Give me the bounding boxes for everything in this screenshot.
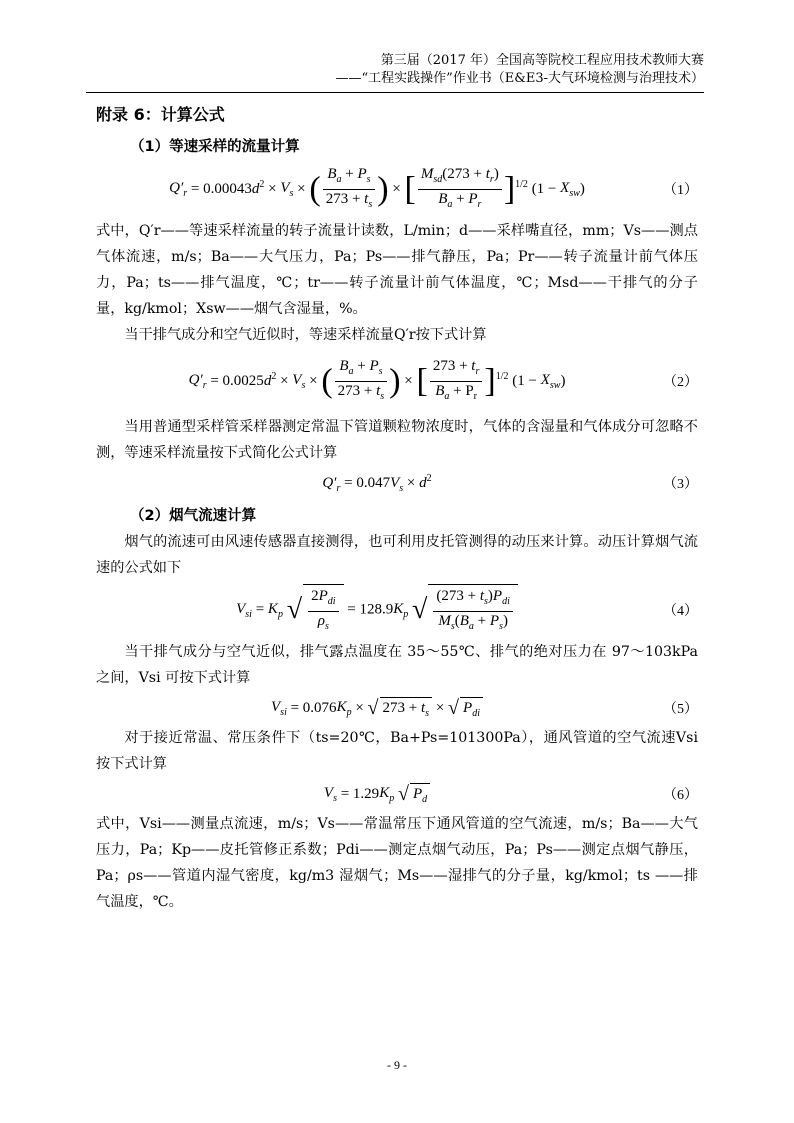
equation-6 [96,777,698,811]
equation-1-body: $Q'_r = 0.00043d^2 \times V_s$ × ( $\frac{B_a + P_s}{273 + t_s}$ ) × [ $\frac{M_{sd}(273 + t_r)}{B_a + P_r}$ ]$^{1/2}$ $(1 - X_{sw})$ [169,165,585,210]
page-header [86,52,704,88]
section-2-title: （2）烟气流速计算 [130,508,257,524]
equation-4 [96,581,698,639]
header-line-2: ——“工程实践操作”作业书（E&E3-大气环境检测与治理技术） [335,71,704,86]
section-2-paragraph-3: 对于接近常温、常压条件下（ts=20℃，Ba+Ps=101300Pa），通风管道的空气流速Vsi 按下式计算 [96,730,698,772]
equation-1-number: （1） [663,183,698,198]
equation-2-number: （2） [663,375,698,390]
section-1-paragraph-2: 当干排气成分和空气近似时，等速采样流量Q′r按下式计算 [124,327,487,343]
equation-1 [96,160,698,218]
equation-1-description: 式中，Q′r——等速采样流量的转子流量计读数，L/min；d——采样嘴直径，mm；Vs——测点气体流速，m/s；Ba——大气压力，Pa；Ps——排气静压，Pa；Pr——转子流量计前气体压力，Pa；ts——排气温度，℃；tr——转子流量计前气体温度，℃；Msd——干排气的分子量，kg/kmol；Xsw——烟气含湿量，%。 [96,223,698,317]
header-line-1: 第三届（2017 年）全国高等院校工程应用技术教师大赛 [380,53,704,68]
equation-4-6-description: 式中，Vsi——测量点流速，m/s；Vs——常温常压下通风管道的空气流速，m/s；Ba——大气压力，Pa；Kp——皮托管修正系数；Pdi——测定点烟气动压，Pa；Ps——测定点烟气静压，Pa；ρs——管道内湿气密度，kg/m3 湿烟气；Ms——湿排气的分子量，kg/kmol；ts ——排气温度，℃。 [96,816,698,910]
equation-6-body: $V_s = 1.29K_p$ √ $P_d$ [96,783,658,806]
equation-2 [96,348,698,414]
section-1-title: （1）等速采样的流量计算 [130,139,300,155]
equation-5-number: （5） [663,702,698,717]
header-rule [86,92,704,93]
equation-2-body: $Q'_r = 0.0025d^2 \times V_s$ × ( $\frac{B_a + P_s}{273 + t_s}$ ) × [ $\frac{273 + t_r}{B_a + P_r}$ ]$^{1/2}$ $(1 - X_{sw})$ [188,357,566,402]
section-2-paragraph-2: 当干排气成分与空气近似，排气露点温度在 35～55℃、排气的绝对压力在 97～103kPa 之间，Vsi 可按下式计算 [96,644,698,686]
equation-4-body: $V_{si} = K_p$ √ $\frac{2P_{di}}{\rho_s}$ = $128.9K_p$ √ $\frac{(273 + t_s)P_{di}}{M_s(B_a + P_s)}$ [96,584,658,636]
section-2-paragraph-1: 烟气的流速可由风速传感器直接测得，也可利用皮托管测得的动压来计算。动压计算烟气流速的公式如下 [96,534,698,576]
equation-5 [96,691,698,725]
page-number: - 9 - [387,1058,407,1072]
page-content [96,102,698,915]
equation-3-body: $Q'_r = 0.047V_s \times d^2$ [322,472,432,494]
section-1-paragraph-3: 当用普通型采样管采样器测定常温下管道颗粒物浓度时，气体的含湿量和气体成分可忽略不测，等速采样流量按下式简化公式计算 [96,419,698,461]
equation-3 [96,466,698,500]
equation-5-body: $V_{si} = 0.076K_p$ × √ $273 + t_s$ × √ $P_{di}$ [96,697,658,720]
appendix-title: 附录 6：计算公式 [96,105,225,124]
equation-6-number: （6） [663,788,698,803]
equation-3-number: （3） [663,477,698,492]
equation-4-number: （4） [663,604,698,619]
